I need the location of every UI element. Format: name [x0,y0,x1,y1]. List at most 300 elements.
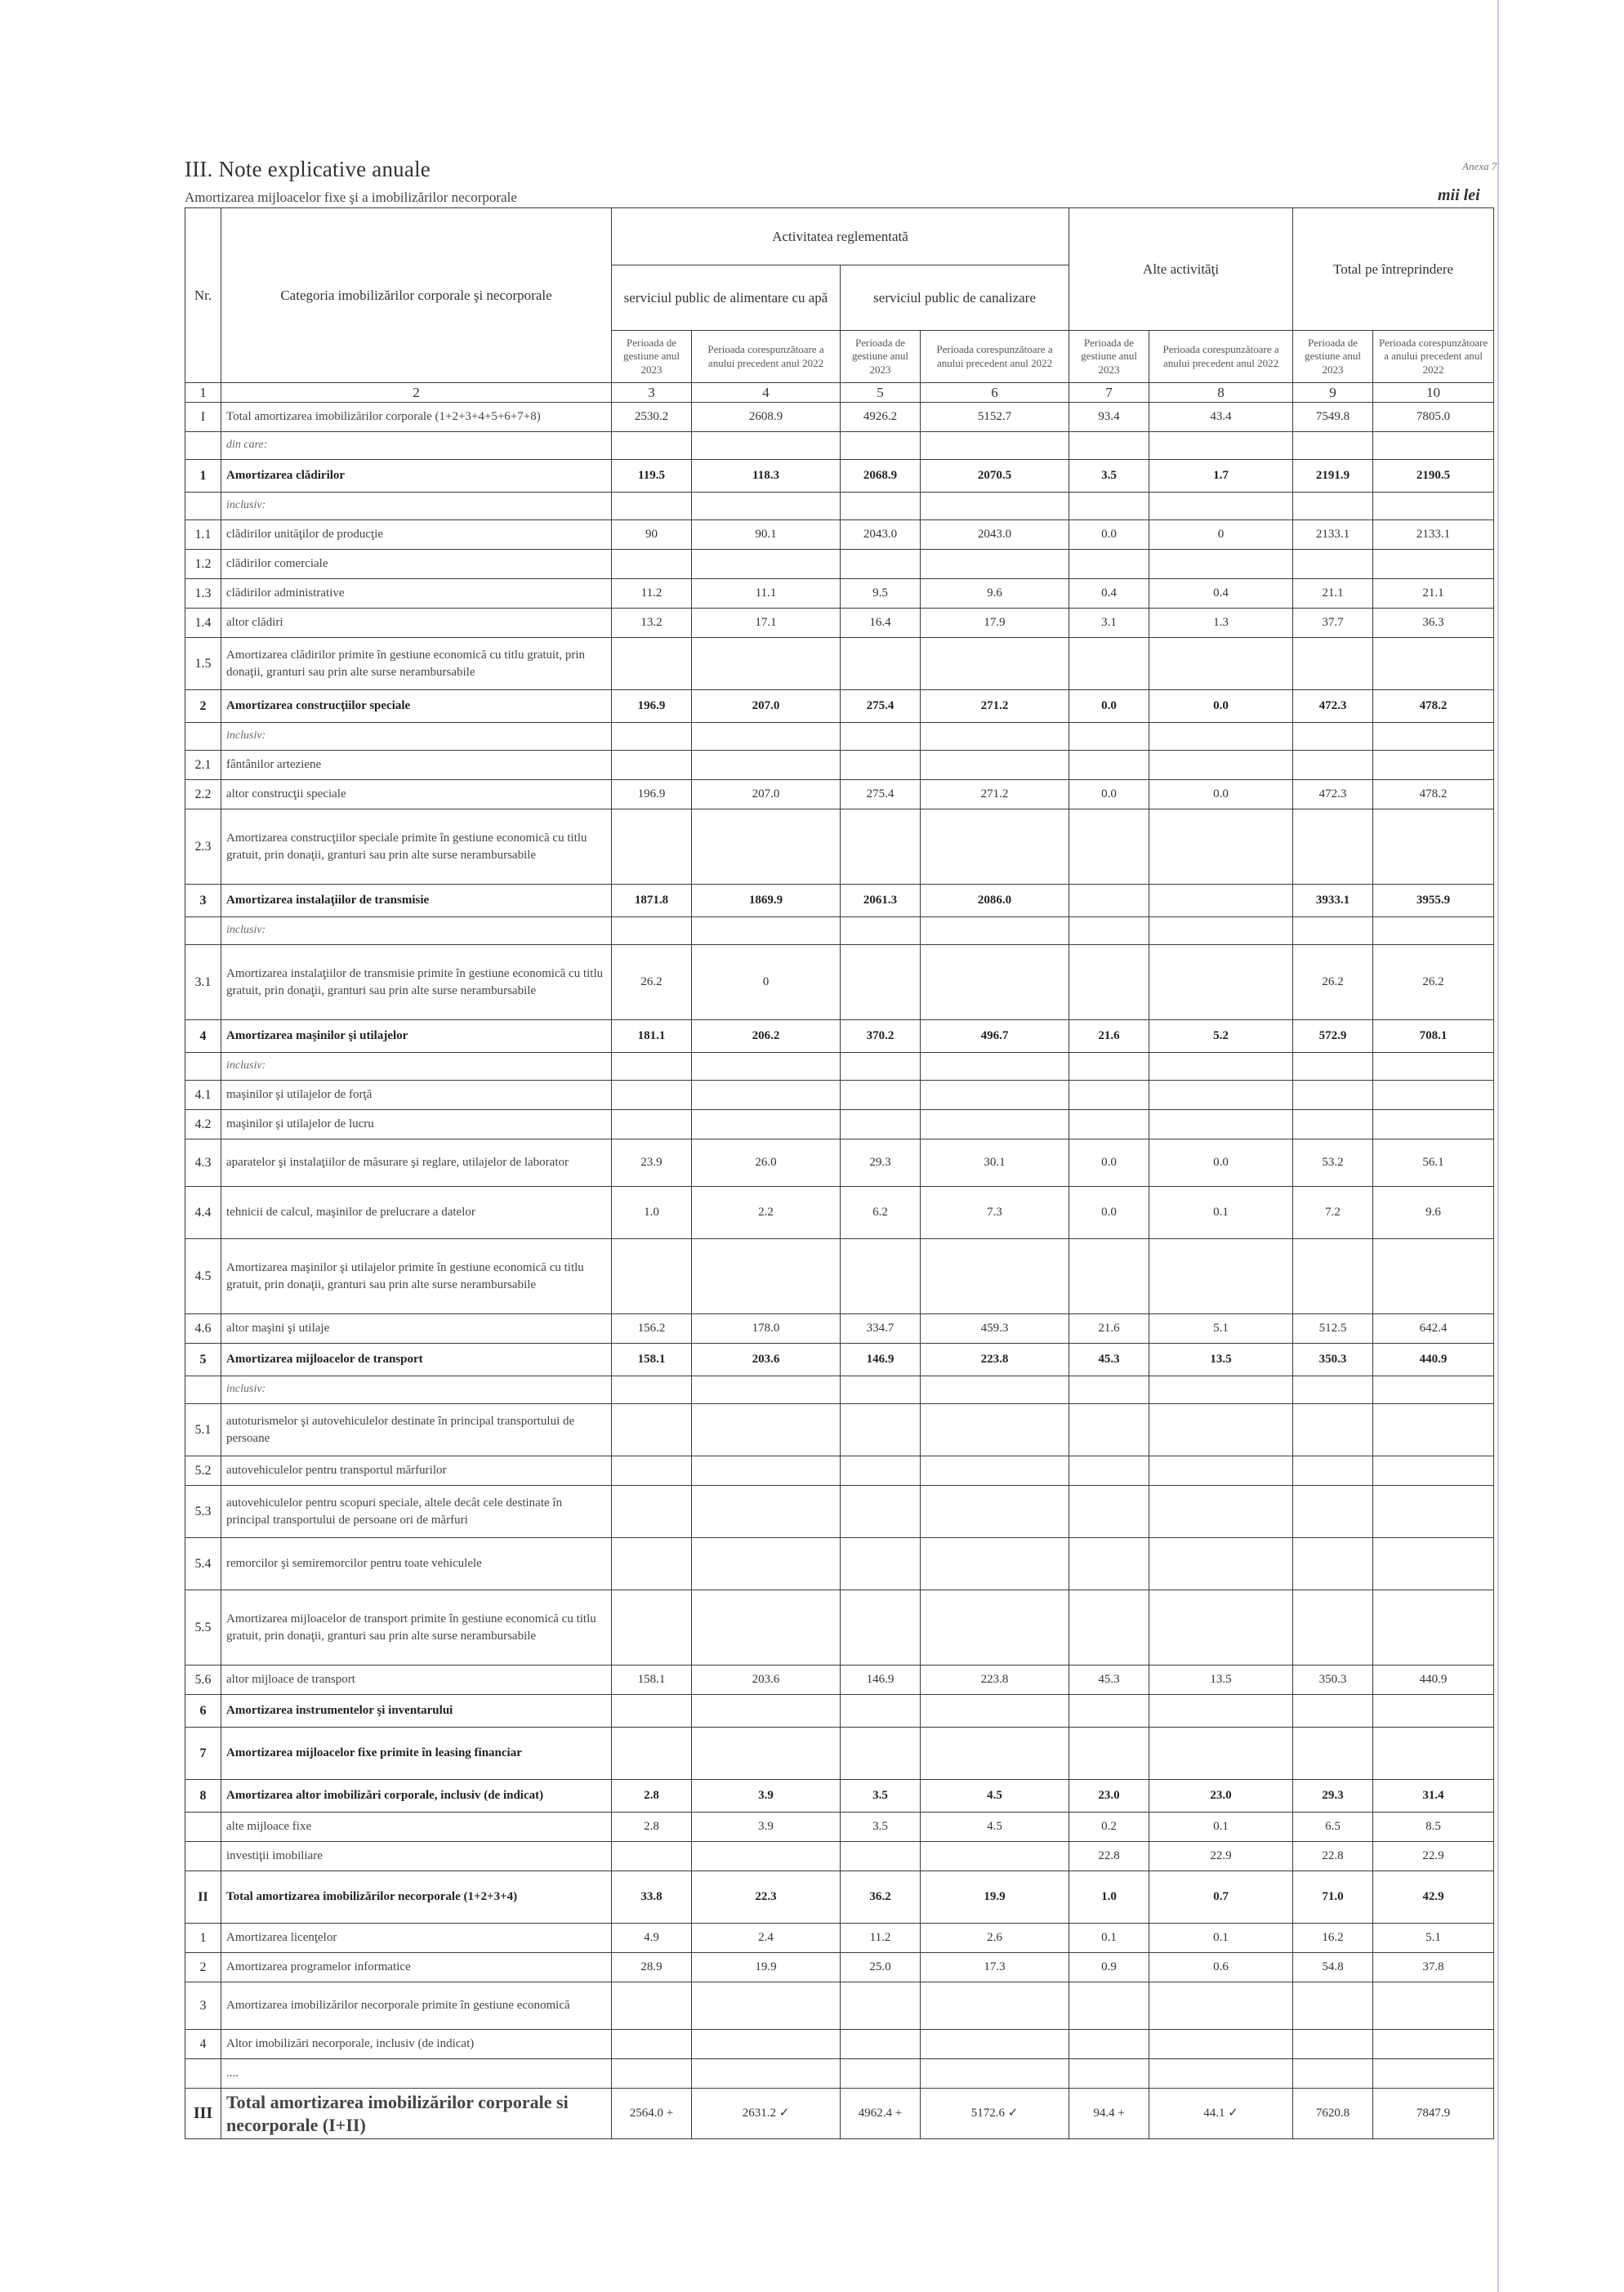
value-cell: 21.1 [1373,579,1494,609]
value-cell [692,2059,841,2089]
row-category: investiţii imobiliare [221,1842,612,1871]
column-number: 6 [921,383,1069,403]
value-cell: 2608.9 [692,403,841,432]
row-category: remorcilor şi semiremorcilor pentru toate vehiculele [221,1538,612,1590]
value-cell [921,1842,1069,1871]
value-cell [921,1110,1069,1139]
value-cell: 94.4 + [1069,2089,1149,2139]
value-cell: 2.2 [692,1187,841,1239]
value-cell: 2086.0 [921,885,1069,917]
row-number: 2.1 [185,751,221,780]
table-row [185,1404,1494,1456]
value-cell [921,1728,1069,1780]
value-cell [841,550,921,579]
value-cell [1293,432,1373,460]
value-cell [692,1239,841,1314]
value-cell: 3.1 [1069,609,1149,638]
value-cell: 350.3 [1293,1344,1373,1376]
value-cell: 4.5 [921,1813,1069,1842]
value-cell [921,723,1069,751]
value-cell: 11.1 [692,579,841,609]
table-row [185,1376,1494,1404]
row-category: inclusiv: [221,917,612,945]
value-cell [1293,1053,1373,1081]
value-cell: 42.9 [1373,1871,1494,1924]
value-cell: 11.2 [841,1924,921,1953]
row-category: inclusiv: [221,1053,612,1081]
value-cell [692,1590,841,1665]
value-cell [841,1456,921,1486]
value-cell: 25.0 [841,1953,921,1982]
value-cell: 23.0 [1069,1780,1149,1813]
value-cell [841,1695,921,1728]
value-cell [612,2030,692,2059]
value-cell [921,917,1069,945]
value-cell: 2190.5 [1373,460,1494,493]
column-number: 10 [1373,383,1494,403]
column-number: 7 [1069,383,1149,403]
row-number [185,493,221,520]
row-number: 1.2 [185,550,221,579]
value-cell [841,1982,921,2030]
table-row [185,2059,1494,2089]
value-cell [1149,1456,1293,1486]
row-category: Total amortizarea imobilizărilor necorporale (1+2+3+4) [221,1871,612,1924]
row-number: 5.5 [185,1590,221,1665]
value-cell [692,2030,841,2059]
value-cell: 93.4 [1069,403,1149,432]
value-cell [1373,1239,1494,1314]
value-cell [1069,723,1149,751]
value-cell: 45.3 [1069,1665,1149,1695]
value-cell: 44.1 ✓ [1149,2089,1293,2139]
value-cell [1069,809,1149,885]
value-cell [1293,809,1373,885]
value-cell: 271.2 [921,780,1069,809]
table-row [185,1456,1494,1486]
value-cell [921,2030,1069,2059]
value-cell [1149,723,1293,751]
header-sewer-service: serviciul public de canalizare [841,265,1069,331]
value-cell: 207.0 [692,690,841,723]
value-cell [1069,1053,1149,1081]
value-cell [841,432,921,460]
row-number: 4 [185,2030,221,2059]
value-cell: 2133.1 [1373,520,1494,550]
header-period-previous: Perioada corespunzătoare a anului precedent anul 2022 [921,331,1069,383]
row-category: Amortizarea mijloacelor fixe primite în leasing financiar [221,1728,612,1780]
section-title: III. Note explicative anuale [185,157,431,181]
value-cell: 26.2 [612,945,692,1020]
table-row [185,1953,1494,1982]
value-cell: 119.5 [612,460,692,493]
value-cell: 31.4 [1373,1780,1494,1813]
value-cell: 158.1 [612,1344,692,1376]
value-cell: 2.6 [921,1924,1069,1953]
value-cell: 196.9 [612,780,692,809]
row-number: 3 [185,885,221,917]
value-cell: 196.9 [612,690,692,723]
value-cell [1293,1728,1373,1780]
row-category: autovehiculelor pentru scopuri speciale, altele decât cele destinate în principal transportului de persoane ori de mărfuri [221,1486,612,1538]
value-cell: 7805.0 [1373,403,1494,432]
value-cell: 7549.8 [1293,403,1373,432]
table-row [185,460,1494,493]
value-cell [841,1728,921,1780]
table-row [185,432,1494,460]
value-cell: 223.8 [921,1344,1069,1376]
value-cell [921,432,1069,460]
value-cell [1069,885,1149,917]
value-cell: 5.1 [1373,1924,1494,1953]
row-category: Amortizarea clădirilor primite în gestiune economică cu titlu gratuit, prin donaţii, granturi sau prin alte surse nerambursabile [221,638,612,690]
value-cell [921,809,1069,885]
table-row [185,723,1494,751]
value-cell: 4926.2 [841,403,921,432]
value-cell: 2.8 [612,1813,692,1842]
value-cell: 17.1 [692,609,841,638]
value-cell [1373,809,1494,885]
row-category: Amortizarea altor imobilizări corporale, inclusiv (de indicat) [221,1780,612,1813]
row-category: Amortizarea instalaţiilor de transmisie [221,885,612,917]
value-cell [921,493,1069,520]
column-number: 2 [221,383,612,403]
row-category: Total amortizarea imobilizărilor corporale si necorporale (I+II) [221,2089,612,2139]
value-cell: 0.0 [1069,520,1149,550]
value-cell: 9.6 [921,579,1069,609]
value-cell [1149,1404,1293,1456]
value-cell: 0.0 [1069,780,1149,809]
table-row [185,1344,1494,1376]
value-cell [692,1053,841,1081]
value-cell: 334.7 [841,1314,921,1344]
value-cell [1373,550,1494,579]
table-row [185,520,1494,550]
table-row [185,1665,1494,1695]
value-cell [1149,1590,1293,1665]
row-category: Amortizarea mijloacelor de transport primite în gestiune economică cu titlu gratuit, prin donaţii, granturi sau prin alte surse nerambursabile [221,1590,612,1665]
value-cell: 2.8 [612,1780,692,1813]
value-cell [921,1239,1069,1314]
value-cell: 3933.1 [1293,885,1373,917]
value-cell: 22.8 [1293,1842,1373,1871]
value-cell: 28.9 [612,1953,692,1982]
row-category: Total amortizarea imobilizărilor corporale (1+2+3+4+5+6+7+8) [221,403,612,432]
value-cell: 472.3 [1293,780,1373,809]
table-row [185,1590,1494,1665]
row-category: inclusiv: [221,493,612,520]
value-cell [1069,751,1149,780]
value-cell [921,550,1069,579]
value-cell [692,432,841,460]
value-cell: 0.0 [1149,1139,1293,1187]
value-cell [1293,1110,1373,1139]
table-row [185,579,1494,609]
value-cell: 3.5 [841,1813,921,1842]
table-row [185,1842,1494,1871]
value-cell: 53.2 [1293,1139,1373,1187]
table-row [185,1053,1494,1081]
value-cell [841,1486,921,1538]
depreciation-table [185,207,1494,2139]
value-cell [921,2059,1069,2089]
value-cell [1069,1110,1149,1139]
value-cell [612,751,692,780]
value-cell: 5172.6 ✓ [921,2089,1069,2139]
row-number: 4.1 [185,1081,221,1110]
value-cell [921,1538,1069,1590]
value-cell: 0 [1149,520,1293,550]
row-category: altor clădiri [221,609,612,638]
table-body [185,403,1494,2139]
value-cell: 708.1 [1373,1020,1494,1053]
value-cell [1373,751,1494,780]
value-cell: 7620.8 [1293,2089,1373,2139]
value-cell: 13.5 [1149,1665,1293,1695]
row-number: 6 [185,1695,221,1728]
value-cell [1373,1695,1494,1728]
value-cell [692,638,841,690]
value-cell [1293,1239,1373,1314]
value-cell [1069,2059,1149,2089]
value-cell: 2191.9 [1293,460,1373,493]
value-cell [1149,1695,1293,1728]
value-cell [1149,1376,1293,1404]
value-cell [841,917,921,945]
value-cell: 9.5 [841,579,921,609]
value-cell: 6.2 [841,1187,921,1239]
value-cell [1293,550,1373,579]
row-category: Amortizarea instalaţiilor de transmisie primite în gestiune economică cu titlu gratuit, prin donaţii, granturi sau prin alte surse nerambursabile [221,945,612,1020]
header-nr: Nr. [185,208,221,383]
value-cell [841,1239,921,1314]
row-number: 4.3 [185,1139,221,1187]
row-category: Amortizarea construcţiilor speciale primite în gestiune economică cu titlu gratuit, prin donaţii, granturi sau prin alte surse nerambursabile [221,809,612,885]
table-row [185,1695,1494,1728]
table-title: Amortizarea mijloacelor fixe şi a imobilizărilor necorporale [185,190,517,205]
row-number [185,432,221,460]
value-cell [1069,1456,1149,1486]
row-number: 2 [185,1953,221,1982]
value-cell: 90 [612,520,692,550]
value-cell: 17.9 [921,609,1069,638]
value-cell [1069,1239,1149,1314]
row-category: Amortizarea licenţelor [221,1924,612,1953]
value-cell [1069,1728,1149,1780]
table-row [185,1239,1494,1314]
value-cell: 7.3 [921,1187,1069,1239]
value-cell [921,1404,1069,1456]
table-row [185,945,1494,1020]
row-number: 1.5 [185,638,221,690]
value-cell: 16.2 [1293,1924,1373,1953]
table-row [185,690,1494,723]
row-number: 5.2 [185,1456,221,1486]
column-number: 4 [692,383,841,403]
value-cell [1149,550,1293,579]
row-category: clădirilor administrative [221,579,612,609]
column-number: 1 [185,383,221,403]
value-cell [612,493,692,520]
value-cell [1069,945,1149,1020]
row-number [185,2059,221,2089]
value-cell: 2043.0 [921,520,1069,550]
value-cell [841,751,921,780]
value-cell: 3.9 [692,1813,841,1842]
row-category: tehnicii de calcul, maşinilor de prelucrare a datelor [221,1187,612,1239]
value-cell: 5.1 [1149,1314,1293,1344]
value-cell [1069,1590,1149,1665]
value-cell [1149,885,1293,917]
value-cell [921,751,1069,780]
value-cell [1069,550,1149,579]
value-cell: 478.2 [1373,690,1494,723]
value-cell [1373,723,1494,751]
value-cell: 21.6 [1069,1020,1149,1053]
row-number: 2.2 [185,780,221,809]
row-category: inclusiv: [221,723,612,751]
value-cell [692,1538,841,1590]
value-cell [1373,1538,1494,1590]
value-cell [1373,1110,1494,1139]
value-cell [692,917,841,945]
value-cell: 7.2 [1293,1187,1373,1239]
value-cell: 118.3 [692,460,841,493]
value-cell: 3.5 [1069,460,1149,493]
value-cell: 2061.3 [841,885,921,917]
value-cell: 11.2 [612,579,692,609]
value-cell [1373,1486,1494,1538]
value-cell [612,723,692,751]
row-category: autovehiculelor pentru transportul mărfurilor [221,1456,612,1486]
value-cell: 0.0 [1149,780,1293,809]
value-cell: 206.2 [692,1020,841,1053]
row-category: alte mijloace fixe [221,1813,612,1842]
value-cell: 0.9 [1069,1953,1149,1982]
value-cell: 440.9 [1373,1665,1494,1695]
row-number: 8 [185,1780,221,1813]
row-number: 4.6 [185,1314,221,1344]
value-cell: 21.6 [1069,1314,1149,1344]
value-cell: 13.2 [612,609,692,638]
table-row [185,809,1494,885]
table-row [185,493,1494,520]
value-cell: 1.0 [1069,1871,1149,1924]
value-cell [1293,493,1373,520]
row-number: 1.3 [185,579,221,609]
value-cell: 2068.9 [841,460,921,493]
value-cell [841,2059,921,2089]
row-number: 1 [185,460,221,493]
value-cell [1293,1590,1373,1665]
row-number: 2.3 [185,809,221,885]
value-cell [1373,917,1494,945]
value-cell [692,493,841,520]
value-cell [1149,493,1293,520]
value-cell [1293,1456,1373,1486]
value-cell [1373,2030,1494,2059]
value-cell [841,1053,921,1081]
row-number: 4.4 [185,1187,221,1239]
value-cell [612,1239,692,1314]
value-cell: 26.2 [1373,945,1494,1020]
row-number: 1 [185,1924,221,1953]
value-cell [692,1982,841,2030]
value-cell: 2133.1 [1293,520,1373,550]
value-cell [1069,917,1149,945]
row-number: 5.6 [185,1665,221,1695]
table-row [185,780,1494,809]
value-cell: 54.8 [1293,1953,1373,1982]
value-cell [1149,1538,1293,1590]
value-cell [921,1456,1069,1486]
value-cell [841,1110,921,1139]
row-number [185,723,221,751]
value-cell [612,1376,692,1404]
table-row [185,1982,1494,2030]
value-cell [1373,638,1494,690]
value-cell: 5152.7 [921,403,1069,432]
value-cell [612,1053,692,1081]
value-cell: 271.2 [921,690,1069,723]
value-cell [1149,809,1293,885]
value-cell: 29.3 [1293,1780,1373,1813]
value-cell: 203.6 [692,1665,841,1695]
value-cell [1373,432,1494,460]
value-cell: 19.9 [692,1953,841,1982]
value-cell: 21.1 [1293,579,1373,609]
value-cell [921,1982,1069,2030]
header-category: Categoria imobilizărilor corporale şi necorporale [221,208,612,383]
value-cell [1293,1376,1373,1404]
value-cell [1149,1081,1293,1110]
value-cell [1069,493,1149,520]
value-cell: 13.5 [1149,1344,1293,1376]
value-cell: 275.4 [841,690,921,723]
value-cell [612,1590,692,1665]
value-cell [692,1110,841,1139]
value-cell: 0.7 [1149,1871,1293,1924]
value-cell: 1.0 [612,1187,692,1239]
row-category: Amortizarea mijloacelor de transport [221,1344,612,1376]
row-category: clădirilor comerciale [221,550,612,579]
value-cell [1069,1081,1149,1110]
value-cell [612,1456,692,1486]
value-cell: 0.1 [1149,1813,1293,1842]
value-cell [921,1590,1069,1665]
row-category: din care: [221,432,612,460]
value-cell: 2530.2 [612,403,692,432]
value-cell: 17.3 [921,1953,1069,1982]
value-cell [921,1376,1069,1404]
value-cell: 370.2 [841,1020,921,1053]
column-number: 8 [1149,383,1293,403]
value-cell [1293,1982,1373,2030]
value-cell: 36.2 [841,1871,921,1924]
value-cell [612,550,692,579]
value-cell: 156.2 [612,1314,692,1344]
value-cell: 496.7 [921,1020,1069,1053]
header-period-current: Perioada de gestiune anul 2023 [841,331,921,383]
value-cell: 2564.0 + [612,2089,692,2139]
value-cell [692,1728,841,1780]
value-cell [1373,1053,1494,1081]
value-cell [612,1081,692,1110]
table-row [185,2089,1494,2139]
value-cell [841,809,921,885]
row-category: autoturismelor şi autovehiculelor destinate în principal transportului de persoane [221,1404,612,1456]
table-row [185,1020,1494,1053]
